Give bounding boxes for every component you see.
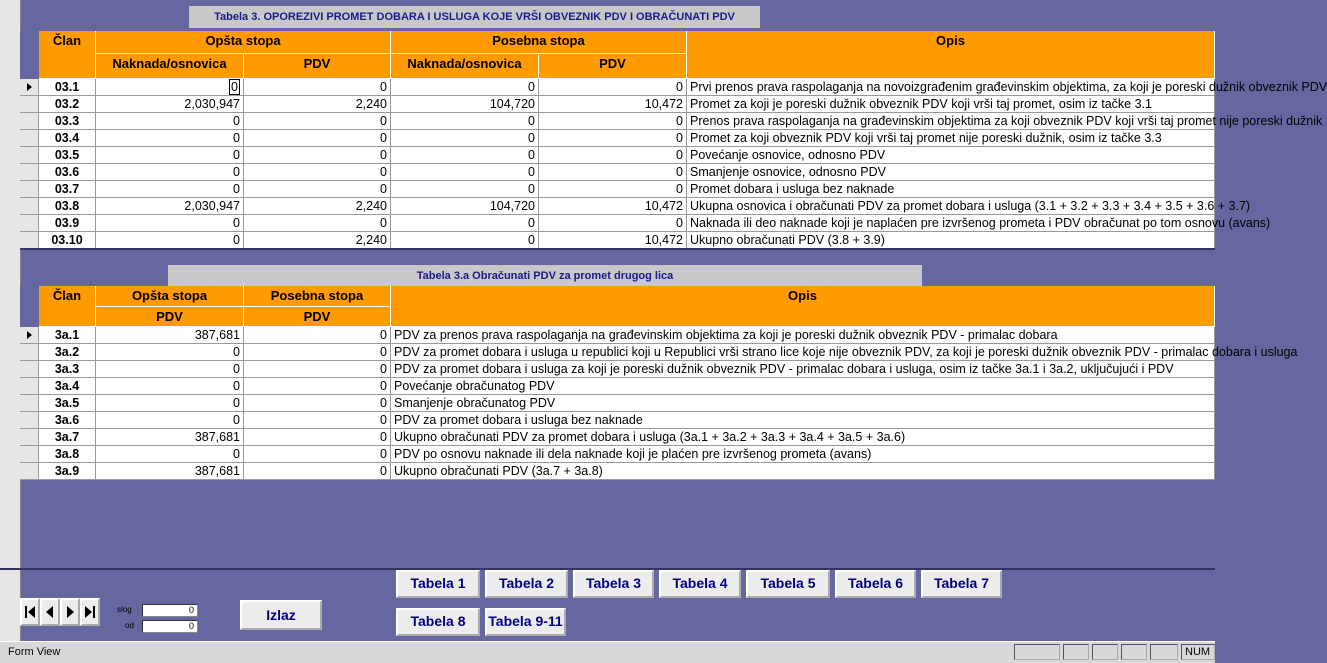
header-pdv-opsta: PDV xyxy=(244,54,391,79)
row-posebna-pdv[interactable]: 0 xyxy=(244,446,391,463)
table-row xyxy=(20,232,1215,249)
record-selector[interactable] xyxy=(20,327,39,344)
row-posebna-pdv[interactable]: 0 xyxy=(539,215,687,232)
row-opsta-pdv[interactable]: 0 xyxy=(244,79,391,96)
row-opsta-naknada[interactable]: 0 xyxy=(96,147,244,164)
row-posebna-naknada[interactable]: 0 xyxy=(391,130,539,147)
table-row xyxy=(20,130,1215,147)
row-opis[interactable]: Smanjenje osnovice, odnosno PDV xyxy=(687,164,1215,181)
row-clan[interactable]: 03.5 xyxy=(39,147,96,164)
row-opsta-naknada[interactable]: 0 xyxy=(96,113,244,130)
row-opsta-naknada[interactable]: 0 xyxy=(96,181,244,198)
row-posebna-pdv[interactable]: 0 xyxy=(244,344,391,361)
record-selector[interactable] xyxy=(20,113,39,130)
status-panel-5 xyxy=(1150,644,1178,660)
header-naknada-posebna: Naknada/osnovica xyxy=(391,54,539,79)
row-opsta-naknada[interactable]: 2,030,947 xyxy=(96,96,244,113)
row-posebna-pdv[interactable]: 0 xyxy=(244,378,391,395)
row-opis[interactable]: Ukupno obračunati PDV (3a.7 + 3a.8) xyxy=(391,463,1215,480)
table3a-grid xyxy=(20,286,1298,480)
row-opis[interactable]: Ukupna osnovica i obračunati PDV za promet dobara i usluga (3.1 + 3.2 + 3.3 + 3.4 + 3.5 + 3.6 + 3.7) xyxy=(687,198,1215,215)
status-num: NUM xyxy=(1181,644,1215,660)
row-posebna-pdv[interactable]: 0 xyxy=(244,412,391,429)
row-posebna-pdv[interactable]: 10,472 xyxy=(539,232,687,249)
row-opsta-naknada[interactable]: 0 xyxy=(96,164,244,181)
table3-caption: Tabela 3. OPOREZIVI PROMET DOBARA I USLUGA KOJE VRŠI OBVEZNIK PDV I OBRAČUNATI PDV xyxy=(189,6,760,28)
row-clan[interactable]: 03.4 xyxy=(39,130,96,147)
record-selector[interactable] xyxy=(20,378,39,395)
record-selector[interactable] xyxy=(20,215,39,232)
header-posebna-stopa: Posebna stopa xyxy=(391,31,687,54)
row-posebna-pdv[interactable]: 0 xyxy=(539,181,687,198)
header-pdv-opsta-3a: PDV xyxy=(96,307,244,327)
row-clan[interactable]: 3a.1 xyxy=(39,327,96,344)
header-clan-3a: Član xyxy=(39,286,96,327)
status-panel-3 xyxy=(1092,644,1118,660)
row-opsta-pdv[interactable]: 2,240 xyxy=(244,96,391,113)
row-opis[interactable]: Ukupno obračunati PDV (3.8 + 3.9) xyxy=(687,232,1215,249)
row-posebna-naknada[interactable]: 0 xyxy=(391,113,539,130)
row-opis[interactable]: PDV za prenos prava raspolaganja na građevinskim objektima za koji je poreski dužnik obveznik PDV - primalac dobara xyxy=(391,327,1215,344)
row-posebna-pdv[interactable]: 0 xyxy=(244,327,391,344)
first-record-icon xyxy=(22,600,38,624)
record-selector[interactable] xyxy=(20,395,39,412)
table3-grid xyxy=(20,31,1327,248)
header-opis-3a: Opis xyxy=(391,286,1215,327)
row-opsta-pdv[interactable]: 387,681 xyxy=(96,463,244,480)
tabela-5-button[interactable]: Tabela 5 xyxy=(746,570,830,598)
record-selector[interactable] xyxy=(20,181,39,198)
row-clan[interactable]: 03.1 xyxy=(39,79,96,96)
row-posebna-pdv[interactable]: 0 xyxy=(539,147,687,164)
row-posebna-naknada[interactable]: 0 xyxy=(391,215,539,232)
row-opis[interactable]: Promet za koji je poreski dužnik obveznik PDV koji vrši taj promet, osim iz tačke 3.1 xyxy=(687,96,1215,113)
next-record-icon xyxy=(62,600,78,624)
row-opis[interactable]: Povećanje obračunatog PDV xyxy=(391,378,1215,395)
table3a-caption: Tabela 3.a Obračunati PDV za promet drugog lica xyxy=(168,265,922,287)
status-panel-2 xyxy=(1063,644,1089,660)
row-clan[interactable]: 03.9 xyxy=(39,215,96,232)
row-clan[interactable]: 03.7 xyxy=(39,181,96,198)
row-clan[interactable]: 3a.9 xyxy=(39,463,96,480)
row-opis[interactable]: Prenos prava raspolaganja na građevinskim objektima za koji obveznik PDV koji vrši taj promet nije poreski dužnik xyxy=(687,113,1215,130)
table-row xyxy=(20,79,1327,96)
row-opsta-naknada[interactable]: 0 xyxy=(96,215,244,232)
tabela-9-11-button[interactable]: Tabela 9-11 xyxy=(485,608,566,636)
row-clan[interactable]: 3a.5 xyxy=(39,395,96,412)
header-naknada-opsta: Naknada/osnovica xyxy=(96,54,244,79)
header-pdv-posebna: PDV xyxy=(539,54,687,79)
row-opsta-pdv[interactable]: 0 xyxy=(244,164,391,181)
row-opis[interactable]: PDV po osnovu naknade ili dela naknade koji je plaćen pre izvršenog prometa (avans) xyxy=(391,446,1215,463)
row-opsta-naknada[interactable] xyxy=(96,79,244,96)
row-posebna-naknada[interactable]: 0 xyxy=(391,232,539,249)
row-opis[interactable]: Promet dobara i usluga bez naknade xyxy=(687,181,1215,198)
slog-label: slog xyxy=(117,605,132,614)
row-clan[interactable]: 03.3 xyxy=(39,113,96,130)
row-clan[interactable]: 3a.2 xyxy=(39,344,96,361)
row-clan[interactable]: 3a.6 xyxy=(39,412,96,429)
row-opsta-pdv[interactable]: 0 xyxy=(96,378,244,395)
row-opis[interactable]: Prvi prenos prava raspolaganja na novoizgrađenim građevinskim objektima, za koji je poreski dužnik obveznik PDV xyxy=(687,79,1215,96)
record-selector[interactable] xyxy=(20,344,39,361)
row-opis[interactable]: Naknada ili deo naknade koji je naplaćen pre izvršenog prometa i PDV obračunat po tom osnovu (avans) xyxy=(687,215,1215,232)
table-row xyxy=(20,164,1215,181)
row-posebna-naknada[interactable]: 104,720 xyxy=(391,96,539,113)
current-record-icon xyxy=(27,331,32,339)
tabela-4-button[interactable]: Tabela 4 xyxy=(659,570,741,598)
table-row xyxy=(20,361,1215,378)
row-opsta-pdv[interactable]: 387,681 xyxy=(96,429,244,446)
record-selector[interactable] xyxy=(20,130,39,147)
row-opsta-pdv[interactable]: 2,240 xyxy=(244,198,391,215)
focused-value[interactable]: 0 xyxy=(231,80,238,94)
row-opsta-pdv[interactable]: 0 xyxy=(244,181,391,198)
status-mode-text: Form View xyxy=(8,646,61,658)
row-posebna-naknada[interactable]: 0 xyxy=(391,147,539,164)
status-panel-4 xyxy=(1121,644,1147,660)
row-clan[interactable]: 3a.7 xyxy=(39,429,96,446)
status-bar xyxy=(0,641,1215,663)
row-posebna-naknada[interactable]: 0 xyxy=(391,181,539,198)
row-opis[interactable]: PDV za promet dobara i usluga za koji je poreski dužnik obveznik PDV - primalac dobara i usluga, osim iz tačke 3a.1 i 3a.2, uključujući i PDV xyxy=(391,361,1215,378)
table-row xyxy=(20,147,1215,164)
tabela-6-button[interactable]: Tabela 6 xyxy=(835,570,916,598)
row-posebna-pdv[interactable]: 0 xyxy=(244,463,391,480)
record-selector[interactable] xyxy=(20,198,39,215)
row-clan[interactable]: 3a.3 xyxy=(39,361,96,378)
tabela-2-button[interactable]: Tabela 2 xyxy=(485,570,568,598)
record-selector[interactable] xyxy=(20,96,39,113)
izlaz-button[interactable]: Izlaz xyxy=(240,600,322,630)
row-opsta-pdv[interactable]: 0 xyxy=(96,361,244,378)
row-posebna-pdv[interactable]: 0 xyxy=(539,113,687,130)
row-opsta-naknada[interactable]: 0 xyxy=(96,130,244,147)
row-opsta-pdv[interactable]: 2,240 xyxy=(244,232,391,249)
header-opis: Opis xyxy=(687,31,1215,79)
row-opsta-pdv[interactable]: 0 xyxy=(96,412,244,429)
last-record-icon xyxy=(82,600,98,624)
record-selector[interactable] xyxy=(20,232,39,249)
od-label: od xyxy=(125,621,134,630)
row-opis[interactable]: Povećanje osnovice, odnosno PDV xyxy=(687,147,1215,164)
row-opis[interactable]: Smanjenje obračunatog PDV xyxy=(391,395,1215,412)
previous-record-button[interactable] xyxy=(40,598,60,626)
row-posebna-pdv[interactable]: 0 xyxy=(244,395,391,412)
table-row xyxy=(20,215,1271,232)
table-row xyxy=(20,463,1215,480)
row-clan[interactable]: 03.10 xyxy=(39,232,96,249)
record-selector[interactable] xyxy=(20,147,39,164)
tabela-7-button[interactable]: Tabela 7 xyxy=(921,570,1002,598)
header-posebna-stopa-3a: Posebna stopa xyxy=(244,286,391,307)
row-clan[interactable]: 3a.4 xyxy=(39,378,96,395)
table-row xyxy=(20,344,1298,361)
row-opis[interactable]: PDV za promet dobara i usluga bez naknade xyxy=(391,412,1215,429)
row-posebna-naknada[interactable]: 0 xyxy=(391,164,539,181)
od-field[interactable]: 0 xyxy=(142,620,198,633)
table-row xyxy=(20,395,1215,412)
table-row xyxy=(20,412,1215,429)
row-opis[interactable]: Promet za koji obveznik PDV koji vrši taj promet nije poreski dužnik, osim iz tačke 3.3 xyxy=(687,130,1215,147)
first-record-button[interactable] xyxy=(20,598,40,626)
current-record-icon xyxy=(27,83,32,91)
row-clan[interactable]: 3a.8 xyxy=(39,446,96,463)
header-opsta-stopa: Opšta stopa xyxy=(96,31,391,54)
record-selector[interactable] xyxy=(20,412,39,429)
record-selector[interactable] xyxy=(20,429,39,446)
row-posebna-pdv[interactable]: 10,472 xyxy=(539,96,687,113)
row-posebna-pdv[interactable]: 0 xyxy=(244,361,391,378)
row-posebna-pdv[interactable]: 0 xyxy=(244,429,391,446)
row-opsta-pdv[interactable]: 0 xyxy=(244,113,391,130)
table-row xyxy=(20,446,1215,463)
record-selector[interactable] xyxy=(20,361,39,378)
previous-record-icon xyxy=(42,600,58,624)
row-clan[interactable]: 03.2 xyxy=(39,96,96,113)
table-row xyxy=(20,378,1215,395)
header-clan: Član xyxy=(39,31,96,79)
row-opsta-naknada[interactable]: 2,030,947 xyxy=(96,198,244,215)
row-posebna-naknada[interactable]: 0 xyxy=(391,79,539,96)
row-opsta-pdv[interactable]: 0 xyxy=(244,147,391,164)
form-record-selector-strip xyxy=(0,0,21,662)
row-opsta-pdv[interactable]: 0 xyxy=(96,446,244,463)
row-posebna-naknada[interactable]: 104,720 xyxy=(391,198,539,215)
row-opis[interactable]: Ukupno obračunati PDV za promet dobara i usluga (3a.1 + 3a.2 + 3a.3 + 3a.4 + 3a.5 + 3a.6) xyxy=(391,429,1215,446)
table-row xyxy=(20,429,1215,446)
table-row xyxy=(20,327,1215,344)
row-opis[interactable]: PDV za promet dobara i usluga u republici koji u Republici vrši strano lice koje nije obveznik PDV, za koji je poreski dužnik obveznik PDV - primalac dobara i usluga xyxy=(391,344,1215,361)
row-opsta-pdv[interactable]: 0 xyxy=(244,215,391,232)
row-opsta-pdv[interactable]: 0 xyxy=(96,395,244,412)
row-clan[interactable]: 03.8 xyxy=(39,198,96,215)
row-posebna-pdv[interactable]: 10,472 xyxy=(539,198,687,215)
row-clan[interactable]: 03.6 xyxy=(39,164,96,181)
tabela-8-button[interactable]: Tabela 8 xyxy=(396,608,480,636)
table-row xyxy=(20,181,1215,198)
row-opsta-pdv[interactable]: 387,681 xyxy=(96,327,244,344)
header-opsta-stopa-3a: Opšta stopa xyxy=(96,286,244,307)
table-row xyxy=(20,198,1251,215)
row-posebna-pdv[interactable]: 0 xyxy=(539,130,687,147)
header-pdv-posebna-3a: PDV xyxy=(244,307,391,327)
tabela-3-button[interactable]: Tabela 3 xyxy=(573,570,654,598)
row-opsta-pdv[interactable]: 0 xyxy=(244,130,391,147)
next-record-button[interactable] xyxy=(60,598,80,626)
row-posebna-pdv[interactable]: 0 xyxy=(539,164,687,181)
table-row xyxy=(20,113,1323,130)
table-row xyxy=(20,96,1215,113)
record-selector[interactable] xyxy=(20,463,39,480)
tabela-1-button[interactable]: Tabela 1 xyxy=(396,570,480,598)
last-record-button[interactable] xyxy=(80,598,100,626)
record-selector[interactable] xyxy=(20,164,39,181)
row-opsta-pdv[interactable]: 0 xyxy=(96,344,244,361)
slog-field[interactable]: 0 xyxy=(142,604,198,617)
record-selector[interactable] xyxy=(20,446,39,463)
row-posebna-pdv[interactable]: 0 xyxy=(539,79,687,96)
status-panel-1 xyxy=(1014,644,1060,660)
row-opsta-naknada[interactable]: 0 xyxy=(96,232,244,249)
record-selector[interactable] xyxy=(20,79,39,96)
